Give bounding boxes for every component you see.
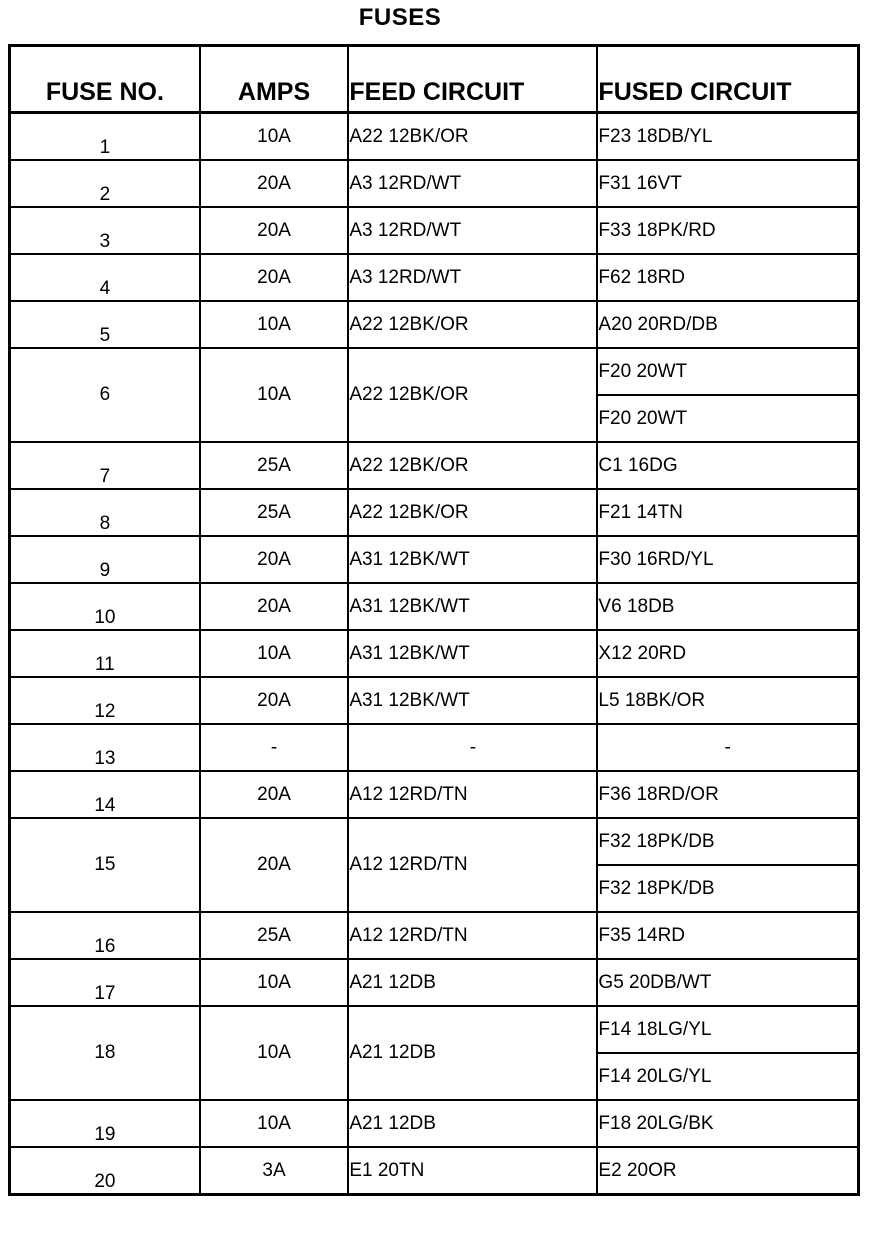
table-row xyxy=(10,160,859,207)
amps-cell: 25A xyxy=(200,912,349,959)
fuse-number-cell: 2 xyxy=(10,160,200,207)
fuse-number-cell: 13 xyxy=(10,724,200,771)
fuse-number-cell: 12 xyxy=(10,677,200,724)
amps-cell: 10A xyxy=(200,959,349,1006)
feed-circuit-cell: A22 12BK/OR xyxy=(348,442,597,489)
feed-circuit-cell: A12 12RD/TN xyxy=(348,818,597,912)
table-row xyxy=(10,442,859,489)
fused-circuit-cell: X12 20RD xyxy=(597,630,858,677)
fused-circuit-cell: F14 20LG/YL xyxy=(597,1053,858,1100)
fuse-number-cell: 14 xyxy=(10,771,200,818)
amps-cell: 10A xyxy=(200,348,349,442)
fused-circuit-cell: F35 14RD xyxy=(597,912,858,959)
feed-circuit-cell: A12 12RD/TN xyxy=(348,912,597,959)
fuse-number-cell: 15 xyxy=(10,818,200,912)
table-row xyxy=(10,1147,859,1195)
feed-circuit-cell: A12 12RD/TN xyxy=(348,771,597,818)
amps-cell: 20A xyxy=(200,677,349,724)
feed-circuit-cell: A31 12BK/WT xyxy=(348,583,597,630)
header-fused-circuit: FUSED CIRCUIT xyxy=(597,46,858,113)
table-row xyxy=(10,818,859,865)
fuse-number-cell: 1 xyxy=(10,113,200,161)
header-feed-circuit: FEED CIRCUIT xyxy=(348,46,597,113)
table-row xyxy=(10,912,859,959)
table-row xyxy=(10,489,859,536)
amps-cell: 10A xyxy=(200,113,349,161)
table-row xyxy=(10,348,859,395)
amps-cell: 20A xyxy=(200,583,349,630)
table-row xyxy=(10,771,859,818)
fuse-number-cell: 20 xyxy=(10,1147,200,1195)
fuse-number-cell: 11 xyxy=(10,630,200,677)
fused-circuit-cell: F32 18PK/DB xyxy=(597,865,858,912)
fused-circuit-cell: F36 18RD/OR xyxy=(597,771,858,818)
fused-circuit-cell: F62 18RD xyxy=(597,254,858,301)
fused-circuit-cell: F31 16VT xyxy=(597,160,858,207)
table-row xyxy=(10,113,859,161)
amps-cell: 20A xyxy=(200,160,349,207)
fuse-number-cell: 19 xyxy=(10,1100,200,1147)
amps-cell: 10A xyxy=(200,1100,349,1147)
table-row xyxy=(10,301,859,348)
feed-circuit-cell: A21 12DB xyxy=(348,959,597,1006)
table-row xyxy=(10,254,859,301)
amps-cell: 3A xyxy=(200,1147,349,1195)
fused-circuit-cell: F20 20WT xyxy=(597,395,858,442)
fused-circuit-cell: F21 14TN xyxy=(597,489,858,536)
fuse-number-cell: 6 xyxy=(10,348,200,442)
fuse-number-cell: 10 xyxy=(10,583,200,630)
page-title: FUSES xyxy=(358,4,442,31)
feed-circuit-cell: A22 12BK/OR xyxy=(348,348,597,442)
fuse-number-cell: 16 xyxy=(10,912,200,959)
fuse-number-cell: 7 xyxy=(10,442,200,489)
fuse-number-cell: 5 xyxy=(10,301,200,348)
fused-circuit-cell: L5 18BK/OR xyxy=(597,677,858,724)
fused-circuit-cell: E2 20OR xyxy=(597,1147,858,1195)
table-row xyxy=(10,583,859,630)
fuse-number-cell: 9 xyxy=(10,536,200,583)
fuse-number-cell: 18 xyxy=(10,1006,200,1100)
feed-circuit-cell: A21 12DB xyxy=(348,1006,597,1100)
amps-cell: 20A xyxy=(200,207,349,254)
fused-circuit-cell: F20 20WT xyxy=(597,348,858,395)
amps-cell: 10A xyxy=(200,1006,349,1100)
fuse-number-cell: 17 xyxy=(10,959,200,1006)
amps-cell: 20A xyxy=(200,254,349,301)
fuse-table-body xyxy=(10,113,859,1195)
amps-cell: 10A xyxy=(200,630,349,677)
fuse-number-cell: 8 xyxy=(10,489,200,536)
feed-circuit-cell: A31 12BK/WT xyxy=(348,536,597,583)
fused-circuit-cell: F30 16RD/YL xyxy=(597,536,858,583)
table-header-row xyxy=(10,46,859,113)
feed-circuit-cell: A3 12RD/WT xyxy=(348,207,597,254)
fuse-table xyxy=(8,44,860,1196)
feed-circuit-cell: E1 20TN xyxy=(348,1147,597,1195)
feed-circuit-cell: A31 12BK/WT xyxy=(348,677,597,724)
feed-circuit-cell: A21 12DB xyxy=(348,1100,597,1147)
fused-circuit-cell: F18 20LG/BK xyxy=(597,1100,858,1147)
feed-circuit-cell: A3 12RD/WT xyxy=(348,160,597,207)
amps-cell: 20A xyxy=(200,536,349,583)
feed-circuit-cell: A22 12BK/OR xyxy=(348,489,597,536)
table-row xyxy=(10,1006,859,1053)
table-row xyxy=(10,207,859,254)
fused-circuit-cell: A20 20RD/DB xyxy=(597,301,858,348)
table-row xyxy=(10,1100,859,1147)
feed-circuit-cell: - xyxy=(348,724,597,771)
fused-circuit-cell: - xyxy=(597,724,858,771)
fused-circuit-cell: C1 16DG xyxy=(597,442,858,489)
fused-circuit-cell: F14 18LG/YL xyxy=(597,1006,858,1053)
table-row xyxy=(10,536,859,583)
feed-circuit-cell: A22 12BK/OR xyxy=(348,301,597,348)
amps-cell: 25A xyxy=(200,442,349,489)
amps-cell: 10A xyxy=(200,301,349,348)
amps-cell: 25A xyxy=(200,489,349,536)
fuse-number-cell: 3 xyxy=(10,207,200,254)
table-row xyxy=(10,630,859,677)
table-row xyxy=(10,959,859,1006)
fused-circuit-cell: F23 18DB/YL xyxy=(597,113,858,161)
feed-circuit-cell: A22 12BK/OR xyxy=(348,113,597,161)
feed-circuit-cell: A3 12RD/WT xyxy=(348,254,597,301)
amps-cell: 20A xyxy=(200,818,349,912)
fuse-number-cell: 4 xyxy=(10,254,200,301)
feed-circuit-cell: A31 12BK/WT xyxy=(348,630,597,677)
amps-cell: - xyxy=(200,724,349,771)
fused-circuit-cell: F32 18PK/DB xyxy=(597,818,858,865)
fused-circuit-cell: G5 20DB/WT xyxy=(597,959,858,1006)
table-row xyxy=(10,677,859,724)
header-amps: AMPS xyxy=(200,46,349,113)
amps-cell: 20A xyxy=(200,771,349,818)
fused-circuit-cell: V6 18DB xyxy=(597,583,858,630)
header-fuse-no: FUSE NO. xyxy=(10,46,200,113)
fused-circuit-cell: F33 18PK/RD xyxy=(597,207,858,254)
table-row xyxy=(10,724,859,771)
